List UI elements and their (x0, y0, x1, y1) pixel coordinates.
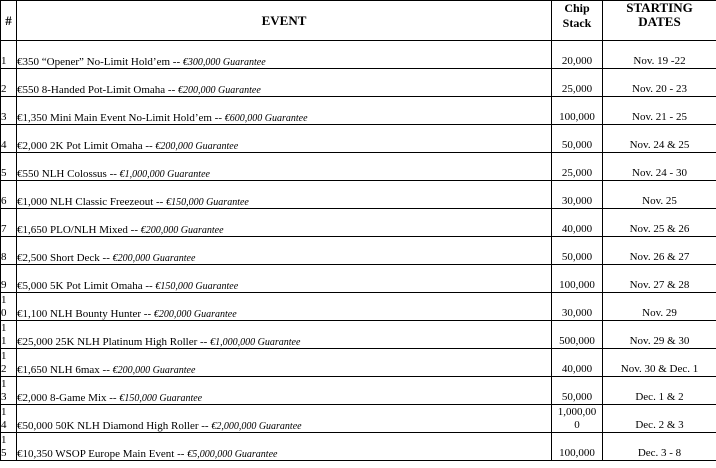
header-dates-line1: STARTING (626, 0, 693, 15)
chip-stack (552, 265, 603, 293)
starting-dates: Dec. 2 & 3 (603, 405, 716, 433)
chip-stack (552, 153, 603, 181)
event-name: €1,000 NLH Classic Freezeout -- (17, 196, 167, 208)
table-row (1, 209, 716, 237)
event-name: €2,500 Short Deck -- (17, 252, 113, 264)
chip-stack (552, 321, 603, 349)
event-name: €2,000 2K Pot Limit Omaha -- (17, 140, 156, 152)
event-number (1, 153, 17, 181)
chip-stack-part: 25,000 (561, 83, 593, 95)
table-row (1, 125, 716, 153)
table-row (1, 181, 716, 209)
event-number-part: 1 (1, 378, 7, 390)
table-row (1, 41, 716, 69)
chip-stack (552, 293, 603, 321)
chip-stack (552, 237, 603, 265)
event-number (1, 377, 17, 405)
table-row (1, 69, 716, 97)
starting-dates: Dec. 1 & 2 (603, 377, 716, 405)
event-number-part: 3 (1, 111, 7, 123)
chip-stack (552, 125, 603, 153)
starting-dates: Nov. 30 & Dec. 1 (603, 349, 716, 377)
chip-stack (552, 41, 603, 69)
event-name: €50,000 50K NLH Diamond High Roller -- (17, 420, 212, 432)
event-guarantee: €1,000,000 Guarantee (119, 169, 210, 180)
chip-stack-part: 25,000 (561, 167, 593, 179)
event-number-part: 4 (1, 139, 7, 151)
event-name: €1,650 PLO/NLH Mixed -- (17, 224, 141, 236)
event-number-part: 1 (1, 55, 7, 67)
event-number-part: 8 (1, 251, 7, 263)
event-guarantee: €200,000 Guarantee (140, 225, 224, 236)
event-number (1, 433, 17, 461)
table-row (1, 321, 716, 349)
event-name-cell (17, 349, 552, 377)
chip-stack (552, 349, 603, 377)
event-rows (1, 41, 716, 461)
chip-stack-part: 50,000 (561, 391, 593, 403)
event-number-part: 7 (1, 223, 7, 235)
event-number (1, 181, 17, 209)
event-name-cell (17, 405, 552, 433)
table-row (1, 349, 716, 377)
event-name-cell (17, 377, 552, 405)
event-guarantee: €150,000 Guarantee (119, 393, 203, 404)
event-name: €1,350 Mini Main Event No-Limit Hold’em -- (17, 112, 225, 124)
chip-stack-part: 100,000 (559, 279, 595, 291)
event-name-cell (17, 237, 552, 265)
table-row (1, 377, 716, 405)
chip-stack-part: 100,000 (559, 111, 595, 123)
event-name: €25,000 25K NLH Platinum High Roller -- (17, 336, 211, 348)
event-name-cell (17, 69, 552, 97)
event-number-part: 9 (1, 279, 7, 291)
chip-stack-part: 20,000 (561, 55, 593, 67)
starting-dates: Nov. 25 & 26 (603, 209, 716, 237)
event-number-part: 1 (1, 322, 7, 334)
event-number (1, 349, 17, 377)
event-guarantee: €200,000 Guarantee (153, 309, 237, 320)
event-number (1, 265, 17, 293)
chip-stack-part: 50,000 (561, 251, 593, 263)
chip-stack (552, 181, 603, 209)
event-name: €1,100 NLH Bounty Hunter -- (17, 308, 154, 320)
event-guarantee: €200,000 Guarantee (155, 141, 239, 152)
event-guarantee: €200,000 Guarantee (112, 253, 196, 264)
event-number-part: 1 (1, 350, 7, 362)
event-number-part: 5 (1, 447, 7, 459)
event-name: €10,350 WSOP Europe Main Event -- (17, 448, 188, 460)
table-row (1, 433, 716, 461)
event-number-part: 5 (1, 167, 7, 179)
chip-stack (552, 69, 603, 97)
event-guarantee: €2,000,000 Guarantee (211, 421, 302, 432)
table-row (1, 153, 716, 181)
chip-stack-part: 30,000 (561, 195, 593, 207)
starting-dates: Nov. 29 (603, 293, 716, 321)
event-number-part: 1 (1, 434, 7, 446)
table-row (1, 265, 716, 293)
table-row (1, 293, 716, 321)
event-number-part: 2 (1, 83, 7, 95)
event-number-part: 1 (1, 335, 7, 347)
chip-stack-part: 0 (574, 419, 580, 431)
starting-dates: Nov. 24 - 30 (603, 153, 716, 181)
event-name-cell (17, 265, 552, 293)
event-number (1, 237, 17, 265)
chip-stack (552, 405, 603, 433)
event-guarantee: €5,000,000 Guarantee (187, 449, 278, 460)
event-number (1, 69, 17, 97)
chip-stack-part: 100,000 (559, 447, 595, 459)
event-number-part: 4 (1, 419, 7, 431)
event-guarantee: €600,000 Guarantee (224, 113, 308, 124)
event-name-cell (17, 293, 552, 321)
event-name-cell (17, 433, 552, 461)
chip-stack-part: 1,000,00 (557, 406, 597, 418)
event-number (1, 405, 17, 433)
event-name: €2,000 8-Game Mix -- (17, 392, 120, 404)
header-chip-stack (552, 1, 603, 41)
chip-stack-part: 500,000 (559, 335, 595, 347)
header-row (1, 1, 716, 41)
event-name-cell (17, 153, 552, 181)
event-number (1, 41, 17, 69)
event-number-part: 2 (1, 363, 7, 375)
event-name: €1,650 NLH 6max -- (17, 364, 113, 376)
event-name-cell (17, 125, 552, 153)
table-row (1, 405, 716, 433)
header-dates-line2: DATES (638, 14, 681, 29)
starting-dates: Nov. 20 - 23 (603, 69, 716, 97)
chip-stack (552, 377, 603, 405)
event-name-cell (17, 321, 552, 349)
starting-dates: Nov. 27 & 28 (603, 265, 716, 293)
starting-dates: Nov. 21 - 25 (603, 97, 716, 125)
event-guarantee: €200,000 Guarantee (112, 365, 196, 376)
header-chip-line2: Stack (562, 16, 592, 30)
event-guarantee: €150,000 Guarantee (155, 281, 239, 292)
starting-dates: Nov. 19 -22 (603, 41, 716, 69)
chip-stack-part: 40,000 (561, 223, 593, 235)
starting-dates: Nov. 29 & 30 (603, 321, 716, 349)
starting-dates: Nov. 24 & 25 (603, 125, 716, 153)
header-number: # (1, 1, 17, 41)
event-number-part: 1 (1, 406, 7, 418)
event-name-cell (17, 181, 552, 209)
event-guarantee: €200,000 Guarantee (178, 85, 261, 96)
chip-stack (552, 97, 603, 125)
event-name: €550 NLH Colossus -- (17, 168, 120, 180)
starting-dates: Dec. 3 - 8 (603, 433, 716, 461)
header-chip-line1: Chip (564, 1, 590, 15)
event-name: €350 “Opener” No-Limit Hold’em -- (17, 56, 183, 68)
header-starting-dates (603, 1, 716, 41)
event-name: €550 8-Handed Pot-Limit Omaha -- (17, 84, 178, 96)
chip-stack (552, 433, 603, 461)
event-number (1, 321, 17, 349)
event-number-part: 0 (1, 307, 7, 319)
chip-stack-part: 40,000 (561, 363, 593, 375)
event-number (1, 125, 17, 153)
event-number (1, 293, 17, 321)
event-number-part: 6 (1, 195, 7, 207)
chip-stack-part: 50,000 (561, 139, 593, 151)
event-name-cell (17, 41, 552, 69)
event-guarantee: €150,000 Guarantee (166, 197, 249, 208)
event-guarantee: €1,000,000 Guarantee (210, 337, 301, 348)
event-name: €5,000 5K Pot Limit Omaha -- (17, 280, 156, 292)
event-name-cell (17, 97, 552, 125)
table-row (1, 237, 716, 265)
chip-stack (552, 209, 603, 237)
event-number-part: 1 (1, 294, 7, 306)
header-event: EVENT (17, 1, 552, 41)
starting-dates: Nov. 26 & 27 (603, 237, 716, 265)
chip-stack-part: 30,000 (561, 307, 593, 319)
starting-dates: Nov. 25 (603, 181, 716, 209)
table-row (1, 97, 716, 125)
event-name-cell (17, 209, 552, 237)
event-guarantee: €300,000 Guarantee (182, 57, 266, 68)
event-number-part: 3 (1, 391, 7, 403)
event-number (1, 97, 17, 125)
event-number (1, 209, 17, 237)
